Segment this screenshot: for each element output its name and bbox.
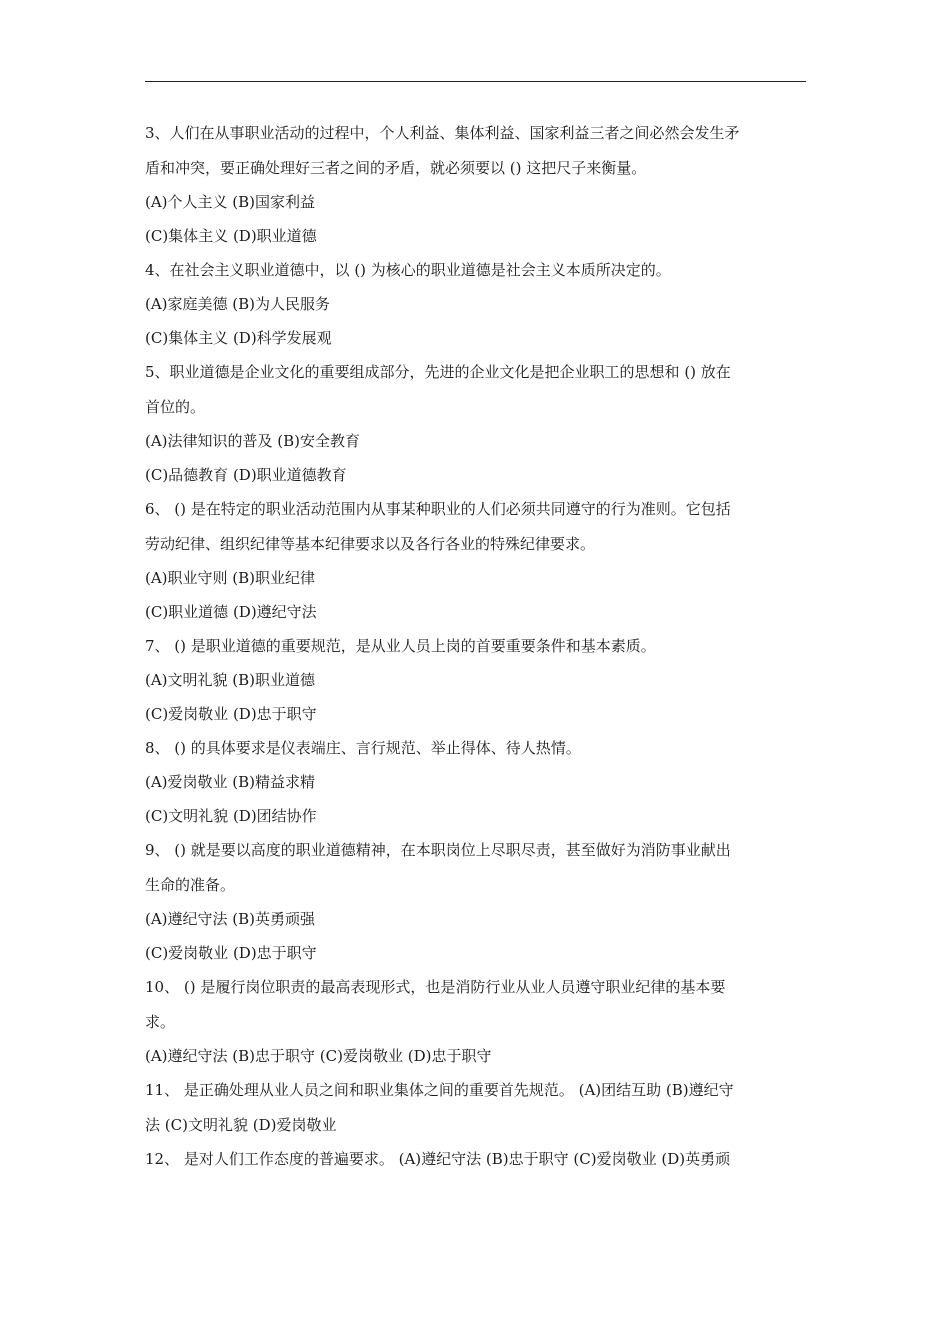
- text-line: 劳动纪律、组织纪律等基本纪律要求以及各行各业的特殊纪律要求。: [145, 535, 596, 553]
- option-line: (A)遵纪守法 (B)英勇顽强: [145, 910, 316, 928]
- option-line: (C)品德教育 (D)职业道德教育: [145, 466, 347, 484]
- option-line: (A)法律知识的普及 (B)安全教育: [145, 432, 361, 450]
- option-line: (A)文明礼貌 (B)职业道德: [145, 671, 316, 689]
- text-line: 11、 是正确处理从业人员之间和职业集体之间的重要首先规范。 (A)团结互助 (B)遵纪守: [145, 1081, 734, 1099]
- option-line: (C)集体主义 (D)职业道德: [145, 227, 317, 245]
- option-line: (A)家庭美德 (B)为人民服务: [145, 295, 331, 313]
- text-line: 法 (C)文明礼貌 (D)爱岗敬业: [145, 1116, 337, 1134]
- option-line: (C)文明礼貌 (D)团结协作: [145, 807, 317, 825]
- text-line: 10、 () 是履行岗位职责的最高表现形式，也是消防行业从业人员遵守职业纪律的基本要: [145, 978, 726, 996]
- text-line: 6、 () 是在特定的职业活动范围内从事某种职业的人们必须共同遵守的行为准则。它包括: [145, 500, 731, 518]
- option-line: (C)爱岗敬业 (D)忠于职守: [145, 944, 317, 962]
- text-line: 首位的。: [145, 398, 206, 416]
- text-line: 求。: [145, 1013, 176, 1031]
- text-line: 12、 是对人们工作态度的普遍要求。 (A)遵纪守法 (B)忠于职守 (C)爱岗敬业 (D)英勇顽: [145, 1150, 731, 1168]
- option-line: (C)爱岗敬业 (D)忠于职守: [145, 705, 317, 723]
- header-rule: [145, 81, 806, 82]
- document-body: [145, 123, 807, 1169]
- text-line: 盾和冲突，要正确处理好三者之间的矛盾，就必须要以 () 这把尺子来衡量。: [145, 159, 647, 177]
- text-line: 4、在社会主义职业道德中，以 () 为核心的职业道德是社会主义本质所决定的。: [145, 261, 671, 279]
- text-line: 3、人们在从事职业活动的过程中，个人利益、集体利益、国家利益三者之间必然会发生矛: [145, 124, 740, 142]
- option-line: (A)职业守则 (B)职业纪律: [145, 569, 316, 587]
- option-line: (A)爱岗敬业 (B)精益求精: [145, 773, 316, 791]
- option-line: (C)职业道德 (D)遵纪守法: [145, 603, 317, 621]
- text-line: 9、 () 就是要以高度的职业道德精神，在本职岗位上尽职尽责，甚至做好为消防事业献出: [145, 841, 731, 859]
- option-line: (C)集体主义 (D)科学发展观: [145, 329, 332, 347]
- text-line: 生命的准备。: [145, 876, 236, 894]
- text-line: 8、 () 的具体要求是仪表端庄、言行规范、举止得体、待人热情。: [145, 739, 581, 757]
- text-line: 7、 () 是职业道德的重要规范，是从业人员上岗的首要重要条件和基本素质。: [145, 637, 656, 655]
- option-line: (A)个人主义 (B)国家利益: [145, 193, 316, 211]
- text-line: 5、职业道德是企业文化的重要组成部分，先进的企业文化是把企业职工的思想和 () 放在: [145, 363, 731, 381]
- option-line: (A)遵纪守法 (B)忠于职守 (C)爱岗敬业 (D)忠于职守: [145, 1047, 492, 1065]
